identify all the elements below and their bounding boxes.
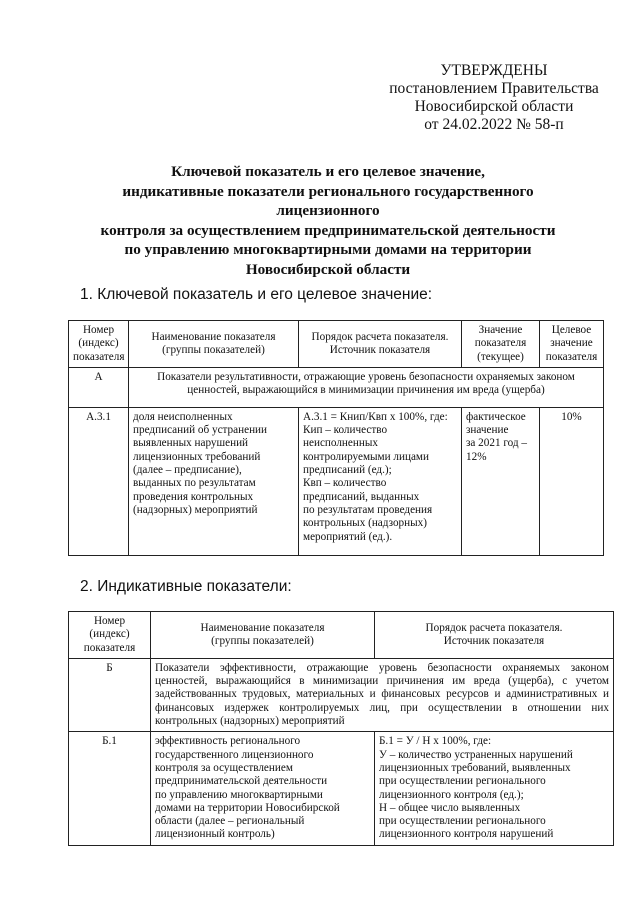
header-value: Значение показателя (текущее) xyxy=(462,321,540,368)
table-header-row xyxy=(69,612,614,659)
row-name: доля неисполненных предписаний об устранении выявленных нарушений лицензионных требований (далее – предписание), выданных по результатам проведения контрольных (надзорных) мероприятий xyxy=(129,407,299,555)
group-text: Показатели эффективности, отражающие уровень безопасности охраняемых законом ценностей, выражающийся в минимизации причинения им вреда (ущерба), с учетом задействованных трудовых, материальных и финансовых ресурсов и административных и финансовых издержек контролируемых лиц, при осуществлении в отношении них контрольных (надзорных) мероприятий xyxy=(151,658,614,731)
table-row xyxy=(69,367,604,407)
title-line: контроля за осуществлением предпринимательской деятельности xyxy=(100,221,556,239)
row-value: фактическое значение за 2021 год – 12% xyxy=(462,407,540,555)
header-target: Целевое значение показателя xyxy=(540,321,604,368)
group-code: А xyxy=(69,367,129,407)
row-target: 10% xyxy=(540,407,604,555)
row-calc: Б.1 = У / Н х 100%, где: У – количество устраненных нарушений лицензионных требований, выявленных при осуществлении регионального лицензионного контроля (ед.); Н – общее число выявленных при осуществлении регионального лицензионного контроля нарушений xyxy=(375,732,614,845)
row-code: А.3.1 xyxy=(69,407,129,555)
indicative-indicators-table xyxy=(68,611,614,846)
title-line: по управлению многоквартирными домами на территории xyxy=(124,241,532,258)
key-indicator-table xyxy=(68,320,604,556)
row-name: эффективность регионального государственного лицензионного контроля за осуществлением предпринимательской деятельности по управлению многоквартирными домами на территории Новосибирской области (далее – региональный лицензионный контроль) xyxy=(151,732,375,845)
section1-heading: 1. Ключевой показатель и его целевое значение: xyxy=(80,286,433,303)
document-title xyxy=(70,162,586,279)
title-line: индикативные показатели регионального государственного лицензионного xyxy=(122,182,534,219)
row-code: Б.1 xyxy=(69,732,151,845)
header-number: Номер (индекс) показателя xyxy=(69,612,151,659)
title-line: Ключевой показатель и его целевое значение, xyxy=(171,163,485,180)
header-calc: Порядок расчета показателя. Источник показателя xyxy=(299,321,462,368)
section2-heading: 2. Индикативные показатели: xyxy=(80,578,292,595)
header-name: Наименование показателя (группы показателей) xyxy=(151,612,375,659)
approval-title: УТВЕРЖДЕНЫ xyxy=(440,62,548,79)
title-line: Новосибирской области xyxy=(245,260,411,278)
table-header-row xyxy=(69,321,604,368)
table-row xyxy=(69,658,614,731)
table-row xyxy=(69,407,604,555)
header-name: Наименование показателя (группы показателей) xyxy=(129,321,299,368)
table-row xyxy=(69,732,614,845)
header-calc: Порядок расчета показателя. Источник показателя xyxy=(375,612,614,659)
approval-line: Новосибирской области xyxy=(414,98,574,115)
group-text: Показатели результативности, отражающие уровень безопасности охраняемых законом ценностей, выражающийся в минимизации причинения им вреда (ущерба) xyxy=(129,367,604,407)
header-number: Номер (индекс) показателя xyxy=(69,321,129,368)
approval-block xyxy=(380,62,608,134)
approval-date-number: от 24.02.2022 № 58-п xyxy=(424,116,564,133)
group-code: Б xyxy=(69,658,151,731)
row-calc: А.3.1 = Книп/Квп х 100%, где: Кип – количество неисполненных контролируемыми лицами предписаний (ед.); Квп – количество предписаний, выданных по результатам проведения контрольных (надзорных) мероприятий (ед.). xyxy=(299,407,462,555)
approval-line: постановлением Правительства xyxy=(389,80,599,97)
